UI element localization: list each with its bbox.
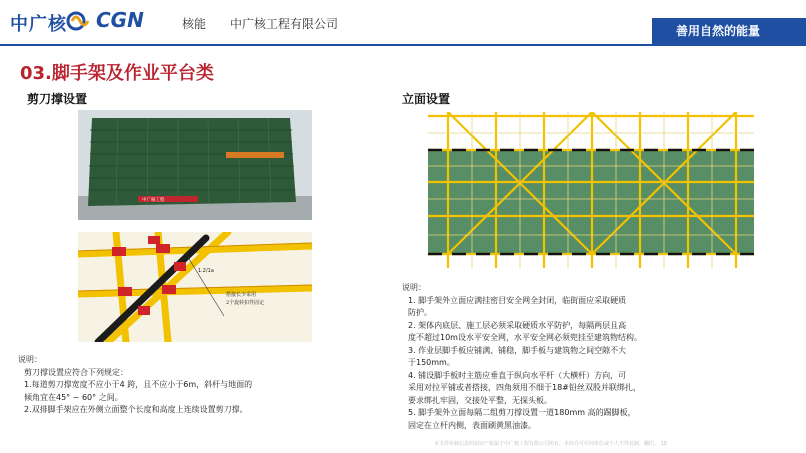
right-note-line: 防护。	[408, 308, 432, 317]
left-note-title: 说明：	[18, 355, 42, 364]
right-note-line: 2. 架体内底层、施工层必须采取硬质水平防护，每隔两层且高	[408, 320, 627, 330]
cgn-logo-icon	[66, 9, 96, 33]
logo-cn-text: 中广核	[10, 14, 67, 35]
header-divider	[0, 44, 806, 46]
photo-banner-text: 中广核工程	[142, 198, 165, 203]
scaffold-joint-photo	[78, 232, 312, 342]
logo-sub-text: 核能	[182, 17, 207, 31]
right-note-line: 4. 铺设脚手板时主筋应垂直于纵向水平杆（大横杆）方向，可	[408, 370, 627, 380]
right-note-line: 采用对拉平铺或者搭接，四角须用不细于18#铅丝双股并联绑扎，	[408, 383, 641, 392]
right-note-line: 1. 脚手架外立面应满挂密目安全网全封闭，临街面应采取硬质	[408, 295, 627, 305]
right-note-line: 5. 脚手架外立面每隔二组剪刀撑设置一道180mm 高的踢脚板，	[408, 408, 636, 417]
photo-callout-1: 搭接长少采用	[226, 292, 257, 298]
right-note-line: 3. 作业层脚手板应铺满、铺稳，脚手板与建筑物之间空隙不大	[408, 345, 627, 355]
right-note-line: 要求绑扎牢固，交接处平整，无探头板。	[408, 395, 552, 405]
left-note-line: 倾角宜在45° ~ 60° 之间。	[24, 392, 123, 402]
left-note	[18, 354, 252, 417]
section-title-left: 剪刀撑设置	[27, 92, 88, 106]
right-note-line: 度不超过10m设水平安全网，水平安全网必须兜挂至建筑物结构。	[408, 333, 642, 342]
left-note-line: 剪刀撑设置应符合下列规定：	[24, 367, 128, 377]
building-scaffold-photo	[78, 110, 312, 220]
slogan-text: 善用自然的能量	[676, 24, 761, 38]
photo-dim-label: 1.2/1a	[198, 268, 214, 274]
right-note	[402, 282, 642, 432]
right-note-line: 固定在立杆内侧，表面刷黄黑油漆。	[408, 420, 536, 430]
right-note-title: 说明：	[402, 283, 426, 292]
page-title: 03.脚手架及作业平台类	[20, 63, 214, 84]
section-title-right: 立面设置	[402, 92, 451, 106]
left-note-line: 2.双排脚手架应在外侧立面整个长度和高度上连续设置剪刀撑。	[24, 405, 248, 414]
right-note-line: 于150mm。	[408, 358, 455, 367]
photo-callout-2: 2个旋转扣件固定	[226, 300, 265, 306]
logo-en-text: CGN	[96, 8, 144, 32]
left-note-line: 1.每道剪刀撑宽度不应小于4 跨，且不应小于6m，斜杆与地面的	[24, 380, 253, 389]
elevation-diagram	[424, 112, 758, 268]
company-name: 中广核工程有限公司	[230, 17, 339, 31]
footer-disclaimer: 本文件所载信息的知识产权属于中广核工程有限公司所有，未经许可任何单位或个人不得复制、翻印。 15	[434, 441, 667, 447]
